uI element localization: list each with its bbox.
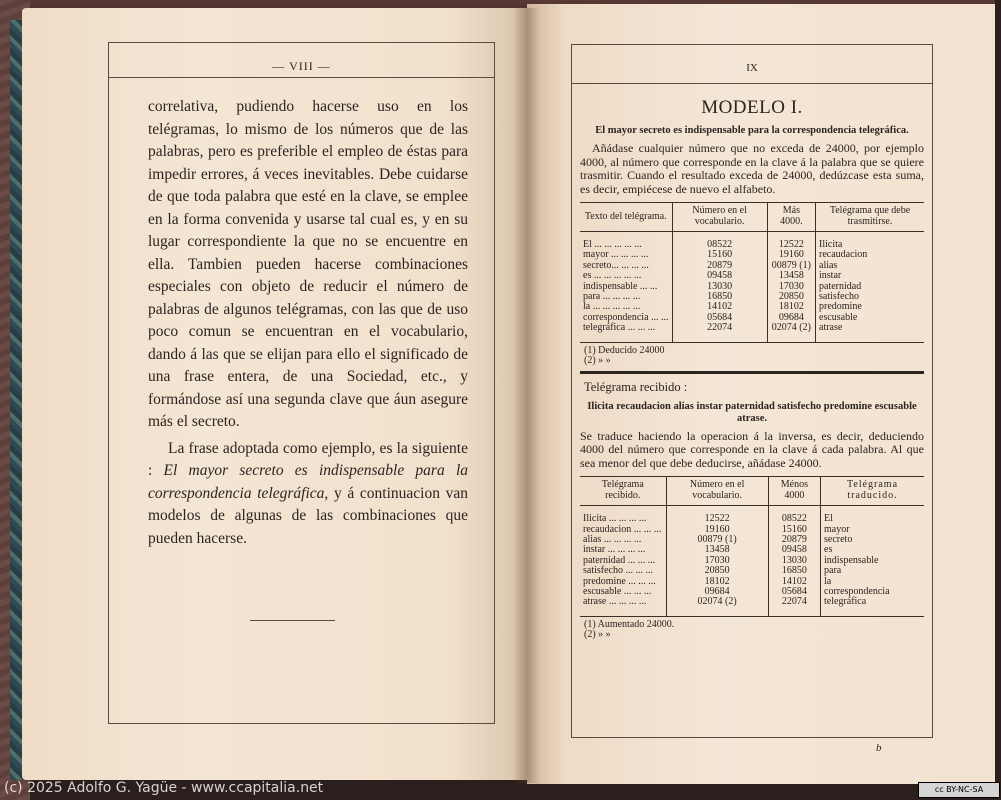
left-paragraph-2 xyxy=(148,438,468,551)
column-header: Telégrama que debe trasmitirse. xyxy=(816,203,925,232)
column-header: Número en el vocabulario. xyxy=(666,477,768,506)
left-header-rule xyxy=(109,77,494,78)
table-cell: 09684 xyxy=(767,313,815,323)
table-cell: correspondencia ... ... xyxy=(583,311,669,323)
table-cell: la xyxy=(821,577,925,587)
table-cell: para ... ... ... ... xyxy=(583,291,641,303)
table-cell: 17030 xyxy=(666,556,768,566)
table-cell: 12522 xyxy=(767,232,815,251)
table-cell: 22074 xyxy=(672,323,767,341)
table-cell: 02074 (2) xyxy=(666,597,768,615)
table-header-row xyxy=(580,203,924,232)
table-row xyxy=(580,597,924,615)
model-subtitle: El mayor secreto es indispensable para la correspondencia telegráfica. xyxy=(595,125,909,136)
table-cell: 15160 xyxy=(672,250,767,260)
table-cell: instar ... ... ... ... xyxy=(583,544,646,556)
table-cell: 22074 xyxy=(768,597,820,615)
table-cell: instar xyxy=(816,271,925,281)
table-cell: 09684 xyxy=(666,587,768,597)
table-cell: 20850 xyxy=(767,292,815,302)
table-cell: 05684 xyxy=(768,587,820,597)
table-cell: 13458 xyxy=(767,271,815,281)
table-cell: 12522 xyxy=(666,506,768,525)
table-row xyxy=(580,506,924,525)
paragraph-2-end: , y á continuacion van modelos de algunas de las combinaciones que pueden hacerse. xyxy=(148,484,468,547)
right-page-frame xyxy=(571,44,933,738)
table-cell: secreto... ... ... ... xyxy=(583,259,649,271)
left-paragraph-1: correlativa, pudiendo hacerse uso en los telégramas, lo mismo de los números que de las palabras, pero es preferible el empleo de éstas para impedir errores, á veces inevitables. Debe cuidarse de que toda palabra que esté en la clave, se emplee en la forma convenida y usarse tal cual es, y en su lugar correspondiente la que no se encuentre en ella. Tambien pueden hacerse combinaciones especiales con objeto de reducir el número de palabras de algunos telégramas, con las que de uso poco comun se encuentran en el vocabulario, dando á las que se elijan para ello el significado de una frase entera, de una Sociedad, etc., y formándose así una segunda clave que áun asegure más el secreto. xyxy=(148,98,468,430)
table-cell: 00879 (1) xyxy=(666,535,768,545)
decoding-table xyxy=(580,476,924,616)
table-cell: atrase xyxy=(816,323,925,341)
table-cell: la ... ... ... ... ... xyxy=(583,301,641,313)
end-rule xyxy=(250,620,335,621)
table-cell: 14102 xyxy=(672,302,767,312)
book-cover-edge xyxy=(995,0,1001,800)
footnote: (1) Deducido 24000 xyxy=(584,344,665,356)
table-cell: 16850 xyxy=(768,566,820,576)
table-cell: telegráfica xyxy=(821,597,925,615)
encoding-table-body xyxy=(580,232,924,342)
table-cell: 17030 xyxy=(767,282,815,292)
table-cell: paternidad xyxy=(816,282,925,292)
right-page-body xyxy=(580,95,924,640)
column-header: Ménos 4000 xyxy=(768,477,820,506)
left-page-body xyxy=(148,96,468,550)
table-cell: satisfecho xyxy=(816,292,925,302)
model-intro: Añádase cualquier número que no exceda de 24000, por ejemplo 4000, al número que corresponde en la clave á la palabra que se quiere trasmitir. Cuando el resultado exceda de 24000, dedúzcase esta suma, es decir, empiécese de nuevo el alfabeto. xyxy=(580,141,924,196)
table-cell: El xyxy=(821,506,925,525)
table-cell: alias ... ... ... ... xyxy=(583,533,642,545)
footnote: (2) » » xyxy=(584,354,611,366)
right-page-number: IX xyxy=(746,62,758,74)
table-cell: Ilicita xyxy=(816,232,925,251)
paragraph-2-start: La frase adoptada como ejemplo, es la siguiente : xyxy=(148,439,468,479)
table-cell: 02074 (2) xyxy=(767,323,815,341)
table-cell: 19160 xyxy=(767,250,815,260)
table-cell: 20879 xyxy=(672,261,767,271)
signature-mark: b xyxy=(876,742,882,754)
example-phrase: El mayor secreto es indispensable para la correspondencia telegráfica xyxy=(148,462,468,502)
table-cell: 14102 xyxy=(768,577,820,587)
received-label: Telégrama recibido : xyxy=(584,379,688,394)
table-cell: 09458 xyxy=(768,545,820,555)
column-header: Número en el vocabulario. xyxy=(672,203,767,232)
table-cell: escusable ... ... ... xyxy=(583,586,652,597)
table-cell: recaudacion ... ... ... xyxy=(583,523,662,535)
table-cell: recaudacion xyxy=(816,250,925,260)
table-cell: telegráfica ... ... ... xyxy=(583,322,656,334)
left-page-number: — VIII — xyxy=(272,59,331,73)
table-cell: escusable xyxy=(816,313,925,323)
decoding-table-body xyxy=(580,506,924,616)
footnote: (1) Aumentado 24000. xyxy=(584,618,675,630)
table-header-row xyxy=(580,477,924,506)
table-cell: 13458 xyxy=(666,545,768,555)
table-cell: indispensable xyxy=(821,556,925,566)
column-header: Texto del telégrama. xyxy=(580,203,672,232)
table-cell: mayor xyxy=(821,525,925,535)
decoding-notes xyxy=(580,616,924,640)
table-cell: 19160 xyxy=(666,525,768,535)
table-cell: 09458 xyxy=(672,271,767,281)
table-cell: es ... ... ... ... ... xyxy=(583,270,642,282)
table-cell: 08522 xyxy=(768,506,820,525)
table-row xyxy=(580,232,924,251)
table-cell: 18102 xyxy=(666,577,768,587)
encoding-notes xyxy=(580,342,924,366)
table-cell: Ilicita ... ... ... ... xyxy=(583,513,647,525)
license-badge: cc BY-NC-SA xyxy=(918,782,1000,798)
table-cell: satisfecho ... ... ... xyxy=(583,565,653,577)
table-cell: correspondencia xyxy=(821,587,925,597)
table-cell: secreto xyxy=(821,535,925,545)
received-telegram: Ilicita recaudacion alias instar paternidad satisfecho predomine escusable atrase. xyxy=(587,400,917,424)
encoding-table xyxy=(580,202,924,342)
table-cell: 15160 xyxy=(768,525,820,535)
table-cell: indispensable ... ... xyxy=(583,280,658,292)
table-cell: es xyxy=(821,545,925,555)
table-cell: predomine xyxy=(816,302,925,312)
footnote: (2) » » xyxy=(584,628,611,640)
right-header-rule xyxy=(572,83,932,84)
table-cell: 05684 xyxy=(672,313,767,323)
table-cell: 20879 xyxy=(768,535,820,545)
table-cell: alias xyxy=(816,261,925,271)
copyright-watermark: (c) 2025 Adolfo G. Yagüe - www.ccapitalia.net xyxy=(4,780,324,796)
model-title: MODELO I. xyxy=(701,97,803,118)
table-cell: 08522 xyxy=(672,232,767,251)
table-cell: 13030 xyxy=(768,556,820,566)
column-header: Telégrama traducido. xyxy=(821,477,925,506)
table-cell: 16850 xyxy=(672,292,767,302)
column-header: Más 4000. xyxy=(767,203,815,232)
table-cell: El ... ... ... ... ... xyxy=(583,239,642,250)
table-cell: para xyxy=(821,566,925,576)
table-cell: 20850 xyxy=(666,566,768,576)
table-cell: predomine ... ... ... xyxy=(583,575,656,587)
table-cell: paternidad ... ... ... xyxy=(583,554,656,566)
table-cell: 18102 xyxy=(767,302,815,312)
table-cell: 00879 (1) xyxy=(767,261,815,271)
decode-explanation: Se traduce haciendo la operacion á la inversa, es decir, deduciendo 4000 del número que corresponde en la clave á cada palabra. Al que sea menor del que debe deducirse, añádase 24000. xyxy=(580,428,924,470)
table-cell: mayor ... ... ... ... xyxy=(583,249,649,261)
table-cell: atrase ... ... ... ... xyxy=(583,596,647,608)
column-header: Telégrama recibido. xyxy=(580,477,666,506)
table-row xyxy=(580,323,924,341)
book-gutter xyxy=(512,8,540,783)
section-divider xyxy=(580,371,924,374)
table-cell: 13030 xyxy=(672,282,767,292)
